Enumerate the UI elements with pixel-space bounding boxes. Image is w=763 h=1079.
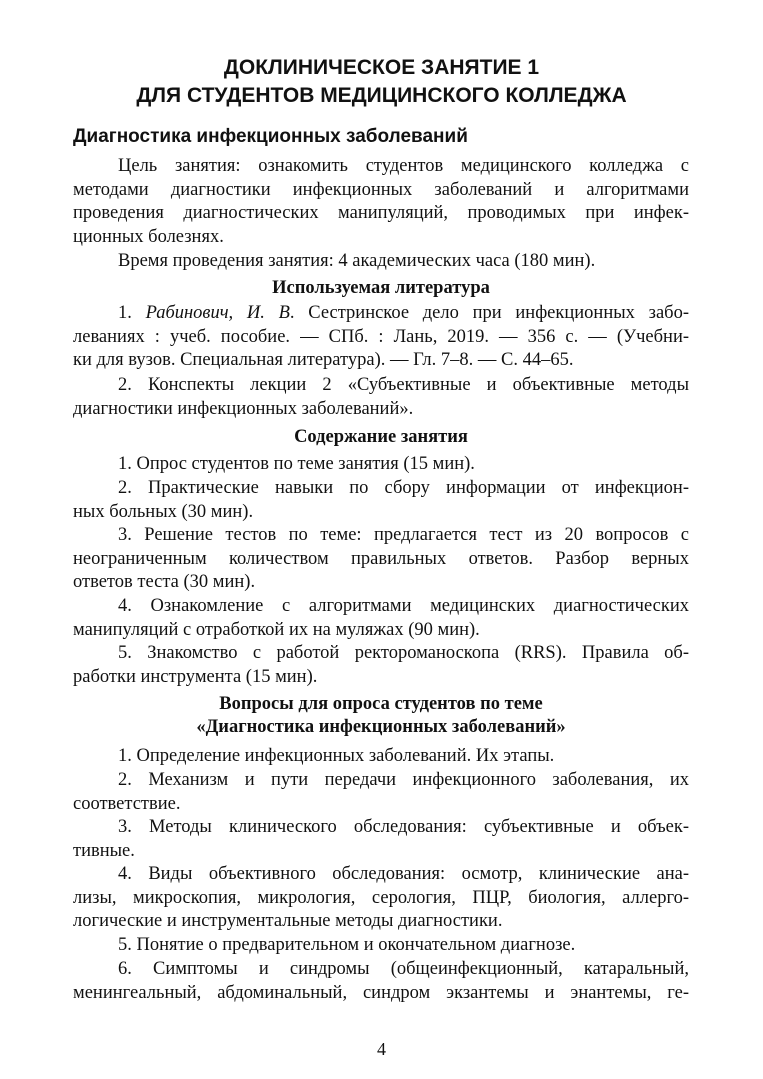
text-line: Время проведения занятия: 4 академических часа (180 мин). <box>118 251 596 271</box>
text-line: 4. Виды объективного обследования: осмотр, клинические ана- <box>118 864 689 884</box>
text-line: 1. Опрос студентов по теме занятия (15 мин). <box>118 454 475 474</box>
text-line: ответов теста (30 мин). <box>73 572 256 593</box>
text-line: 2. Механизм и пути передачи инфекционного заболевания, их <box>118 770 689 790</box>
time-paragraph <box>73 250 689 274</box>
text-line: тивные. <box>73 840 135 861</box>
text-line: ных больных (30 мин). <box>73 501 254 522</box>
question-item-3 <box>73 816 689 863</box>
text-line: менингеальный, абдоминальный, синдром экзантемы и энантемы, ге- <box>73 982 689 1003</box>
text-line: неограниченным количеством правильных ответов. Разбор верных <box>73 548 689 569</box>
text-line: 2. Практические навыки по сбору информации от инфекцион- <box>118 478 689 498</box>
text-line: методами диагностики инфекционных заболеваний и алгоритмами <box>73 179 689 200</box>
text-line: соответствие. <box>73 793 181 814</box>
text-line: 3. Методы клинического обследования: субъективные и объек- <box>118 817 689 837</box>
literature-item-2 <box>73 374 689 421</box>
content-item-3 <box>73 524 689 595</box>
section-heading: Диагностика инфекционных заболеваний <box>73 126 468 147</box>
author-name: Рабинович, И. В <box>145 303 290 323</box>
text-line: леваниях : учеб. пособие. — СПб. : Лань, 2019. — 356 с. — (Учебни- <box>73 326 689 347</box>
text-line: 3. Решение тестов по теме: предлагается тест из 20 вопросов с <box>118 525 689 545</box>
page-number: 4 <box>377 1039 386 1059</box>
question-item-2 <box>73 769 689 816</box>
question-item-4 <box>73 863 689 934</box>
content-item-2 <box>73 477 689 524</box>
text-line: 5. Понятие о предварительном и окончательном диагнозе. <box>118 935 576 955</box>
literature-item-1 <box>73 302 689 373</box>
text-line: 5. Знакомство с работой ректороманоскопа (RRS). Правила об- <box>118 643 689 663</box>
content-item-1 <box>73 453 689 477</box>
question-item-1 <box>73 745 689 769</box>
content-item-4 <box>73 595 689 642</box>
text-line: лизы, микроскопия, микрология, серология, ПЦР, биология, аллерго- <box>73 887 689 908</box>
content-item-5 <box>73 642 689 689</box>
text-line: работки инструмента (15 мин). <box>73 666 318 687</box>
text-line: ки для вузов. Специальная литература). — Гл. 7–8. — С. 44–65. <box>73 350 574 371</box>
text-line: логические и инструментальные методы диагностики. <box>73 911 503 932</box>
text-line: 4. Ознакомление с алгоритмами медицинских диагностических <box>118 596 689 616</box>
questions-heading-line-1: Вопросы для опроса студентов по теме <box>219 694 543 714</box>
question-item-5 <box>73 934 689 958</box>
text-line: Цель занятия: ознакомить студентов медицинского колледжа с <box>118 156 689 176</box>
text-line: ционных болезнях. <box>73 226 224 247</box>
content-heading: Содержание занятия <box>294 427 468 447</box>
text-line: диагностики инфекционных заболеваний». <box>73 398 414 419</box>
text-line <box>73 302 689 326</box>
page-title-line-2: ДЛЯ СТУДЕНТОВ МЕДИЦИНСКОГО КОЛЛЕДЖА <box>136 84 627 107</box>
questions-heading-line-2: «Диагностика инфекционных заболеваний» <box>196 717 566 737</box>
question-item-6 <box>73 958 689 1005</box>
page-title-line-1: ДОКЛИНИЧЕСКОЕ ЗАНЯТИЕ 1 <box>223 56 540 79</box>
text-line: 1. Определение инфекционных заболеваний. Их этапы. <box>118 746 555 766</box>
citation-text: . Сестринское дело при инфекционных забо- <box>289 303 689 323</box>
text-line: проведения диагностических манипуляций, проводимых при инфек- <box>73 203 689 224</box>
list-number: 1. <box>118 303 146 323</box>
text-line: манипуляций с отработкой их на муляжах (90 мин). <box>73 619 480 640</box>
goal-paragraph <box>73 155 689 249</box>
text-line: 6. Симптомы и синдромы (общеинфекционный, катаральный, <box>118 959 689 979</box>
literature-heading: Используемая литература <box>272 278 490 298</box>
text-line: 2. Конспекты лекции 2 «Субъективные и объективные методы <box>118 375 689 395</box>
